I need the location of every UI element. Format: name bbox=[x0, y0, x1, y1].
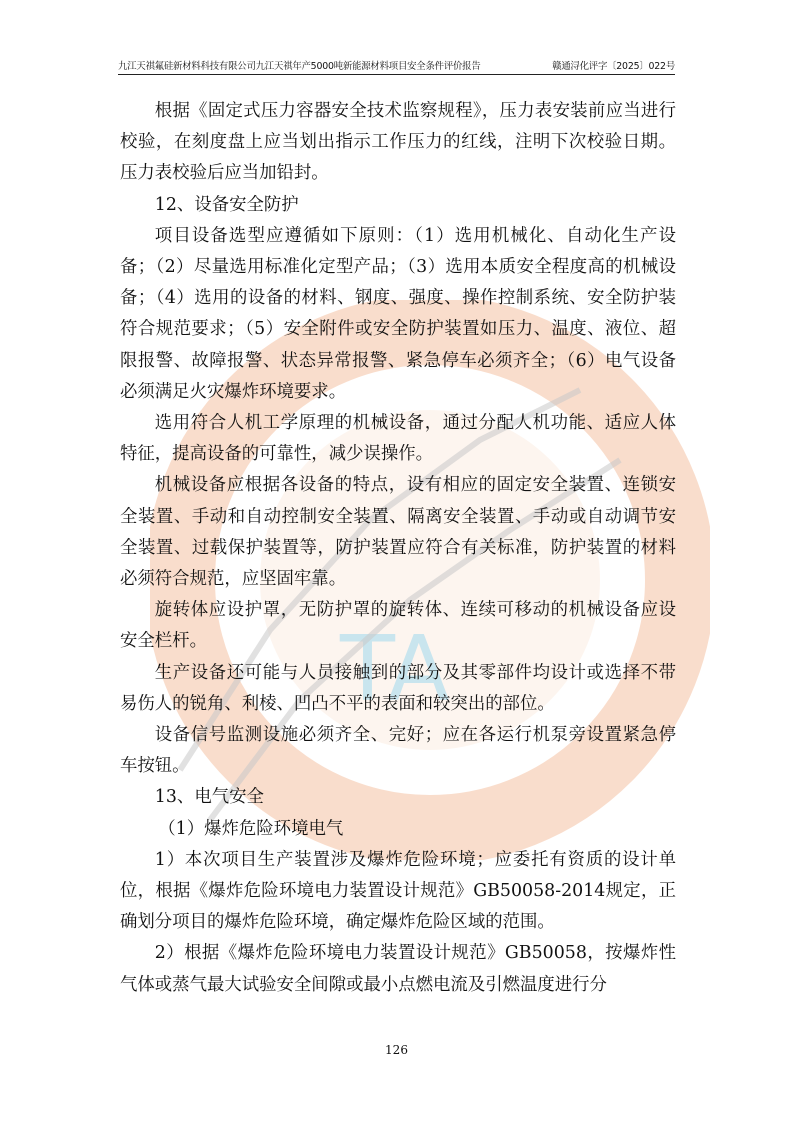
header-report-title: 九江天祺氟硅新材料科技有限公司九江天祺年产5000吨新能源材料项目安全条件评价报告 bbox=[118, 61, 481, 72]
paragraph-safety-devices: 机械设备应根据各设备的特点，设有相应的固定安全装置、连锁安全装置、手动和自动控制安全装置、隔离安全装置、手动或自动调节安全装置、过载保护装置等，防护装置应符合有关标准，防护装置的材料必须符合规范，应坚固牢靠。 bbox=[120, 475, 676, 590]
paragraph-rotating-guards: 旋转体应设护罩，无防护罩的旋转体、连续可移动的机械设备应设安全栏杆。 bbox=[120, 600, 676, 652]
header-report-number: 赣通浔化评字〔2025〕022号 bbox=[552, 61, 675, 72]
svg-text:TA: TA bbox=[340, 617, 450, 722]
paragraph-gas-classification: 2）根据《爆炸危险环境电力装置设计规范》GB50058，按爆炸性气体或蒸气最大试验安全间隙或最小点燃电流及引燃温度进行分 bbox=[120, 943, 676, 995]
paragraph-hazard-zone-classification: 1）本次项目生产装置涉及爆炸危险环境；应委托有资质的设计单位，根据《爆炸危险环境电力装置设计规范》GB50058-2014规定，正确划分项目的爆炸危险环境，确定爆炸危险区域的范围。 bbox=[120, 849, 676, 933]
section-heading-electrical-safety: 13、电气安全 bbox=[154, 787, 264, 808]
page-header bbox=[118, 54, 675, 75]
paragraph-pressure-gauge: 根据《固定式压力容器安全技术监察规程》，压力表安装前应当进行校验，在刻度盘上应当划出指示工作压力的红线，注明下次校验日期。压力表校验后应当加铅封。 bbox=[120, 101, 676, 184]
paragraph-emergency-stop: 设备信号监测设施必须齐全、完好；应在各运行机泵旁设置紧急停车按钮。 bbox=[120, 725, 676, 777]
paragraph-sharp-edges: 生产设备还可能与人员接触到的部分及其零部件均设计或选择不带易伤人的锐角、利棱、凹凸不平的表面和较突出的部位。 bbox=[120, 662, 676, 714]
document-body bbox=[120, 96, 676, 1001]
paragraph-ergonomics: 选用符合人机工学原理的机械设备，通过分配人机功能、适应人体特征，提高设备的可靠性，减少误操作。 bbox=[120, 413, 676, 465]
page-number: 126 bbox=[385, 1043, 408, 1057]
paragraph-equipment-principles: 项目设备选型应遵循如下原则：（1）选用机械化、自动化生产设备；（2）尽量选用标准化定型产品；（3）选用本质安全程度高的机械设备；（4）选用的设备的材料、钢度、强度、操作控制系统、安全防护装符合规范要求；（5）安全附件或安全防护装置如压力、温度、液位、超限报警、故障报警、状态异常报警、紧急停车必须齐全；（6）电气设备必须满足火灾爆炸环境要求。 bbox=[120, 225, 676, 402]
section-heading-equipment-protection: 12、设备安全防护 bbox=[154, 194, 299, 215]
subheading-explosion-hazard-electrical: （1）爆炸危险环境电气 bbox=[158, 818, 344, 839]
